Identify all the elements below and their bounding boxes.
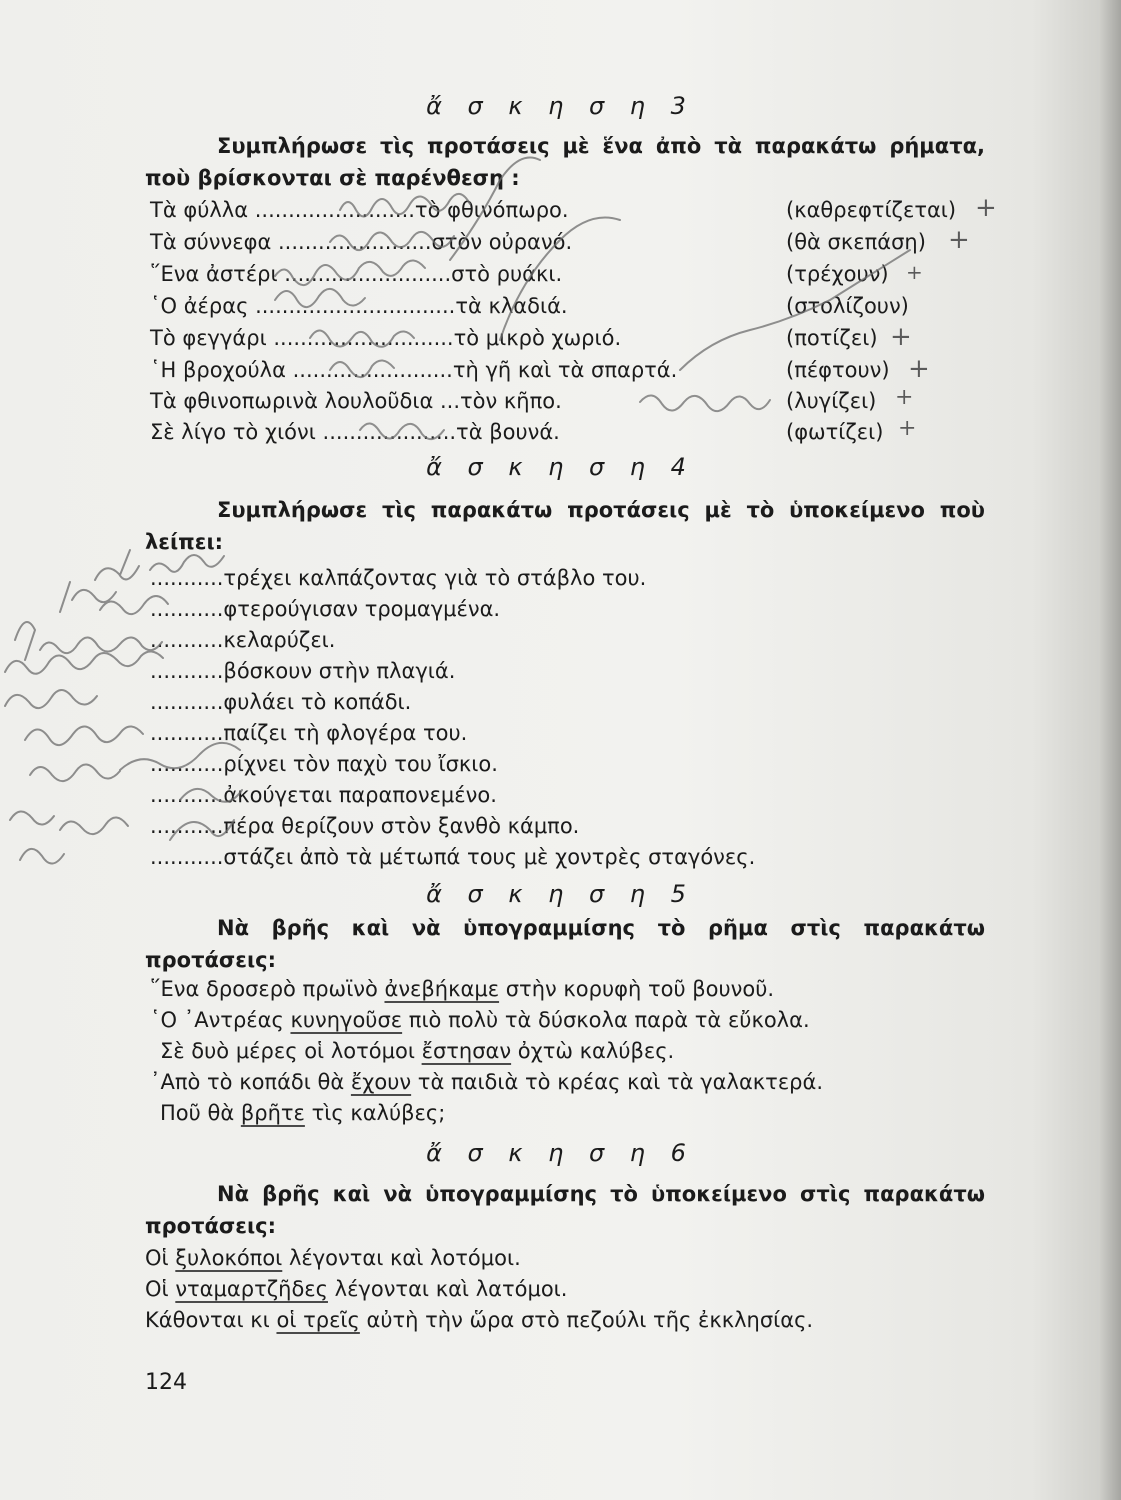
ex3-sentence: Τὰ φύλλα ........................τὸ φθινόπωρο. [150,198,569,222]
ex4-sentence: ...........στάζει ἀπὸ τὰ μέτωπά τους μὲ χοντρὲς σταγόνες. [150,845,756,869]
ex5-sentence: Σὲ δυὸ μέρες οἱ λοτόμοι ἔστησαν ὀχτὼ καλύβες. [160,1039,675,1063]
underlined-verb: ἀνεβήκαμε [384,977,500,1001]
ex3-check-mark: + [890,322,912,352]
ex4-sentence: ...........τρέχει καλπάζοντας γιὰ τὸ στάβλο του. [150,566,647,590]
ex6-sentence: Οἱ νταμαρτζῆδες λέγονται καὶ λατόμοι. [145,1277,568,1301]
ex3-verb-hint: (καθρεφτίζεται) [786,198,957,222]
exercise-5-title: ἄ σ κ η σ η 5 [426,880,695,908]
underlined-subject: οἱ τρεῖς [276,1308,360,1332]
ex3-check-mark: + [975,193,997,223]
exercise-3-instruction: Συμπλήρωσε τὶς προτάσεις μὲ ἕνα ἀπὸ τὰ παρακάτω ρήματα, ποὺ βρίσκονται σὲ παρένθεση : [145,134,985,190]
ex4-sentence: ...........κελαρύζει. [150,628,336,652]
ex3-check-mark: + [948,225,970,255]
ex4-sentence: ...........φτερούγισαν τρομαγμένα. [150,597,501,621]
ex3-verb-hint: (τρέχουν) [786,262,889,286]
ex3-sentence: ῾Η βροχούλα ........................τὴ γῆ καὶ τὰ σπαρτά. [150,358,678,382]
ex6-sentence: Κάθονται κι οἱ τρεῖς αὐτὴ τὴν ὥρα στὸ πεζούλι τῆς ἐκκλησίας. [145,1308,814,1332]
ex3-check-mark: + [908,354,930,384]
ex3-check-mark: + [898,416,917,441]
ex3-sentence: Τὰ φθινοπωρινὰ λουλοῦδια ...τὸν κῆπο. [150,389,562,413]
ex5-sentence: ᾿Απὸ τὸ κοπάδι θὰ ἔχουν τὰ παιδιὰ τὸ κρέας καὶ τὰ γαλακτερά. [150,1070,824,1094]
page-number: 124 [145,1370,187,1395]
underlined-subject: νταμαρτζῆδες [175,1277,328,1301]
ex3-sentence: Σὲ λίγο τὸ χιόνι ....................τὰ βουνά. [150,420,560,444]
ex4-sentence: ...........ἀκούγεται παραπονεμένο. [150,783,497,807]
ex3-sentence: Τὸ φεγγάρι ...........................τὸ μικρὸ χωριό. [150,326,622,350]
exercise-6-instruction: Νὰ βρῆς καὶ νὰ ὑπογραμμίσης τὸ ὑποκείμενο στὶς παρακάτω προτάσεις: [145,1182,985,1238]
ex4-sentence: ...........παίζει τὴ φλογέρα του. [150,721,468,745]
ex3-verb-hint: (ποτίζει) [786,326,878,350]
ex5-sentence: ῞Ενα δροσερὸ πρωϊνὸ ἀνεβήκαμε στὴν κορυφὴ τοῦ βουνοῦ. [150,977,775,1001]
underlined-verb: ἔστησαν [421,1039,512,1063]
ex6-sentence: Οἱ ξυλοκόποι λέγονται καὶ λοτόμοι. [145,1246,521,1270]
ex3-verb-hint: (φωτίζει) [786,420,884,444]
underlined-verb: ἔχουν [350,1070,412,1094]
underlined-verb: κυνηγοῦσε [290,1008,403,1032]
exercise-6-title: ἄ σ κ η σ η 6 [426,1139,695,1167]
exercise-4-title: ἄ σ κ η σ η 4 [426,453,695,481]
exercise-3-title: ἄ σ κ η σ η 3 [426,92,695,120]
ex5-sentence: ῾Ο ᾿Αντρέας κυνηγοῦσε πιὸ πολὺ τὰ δύσκολα παρὰ τὰ εὔκολα. [150,1008,810,1032]
ex3-sentence: ῞Ενα ἀστέρι .........................στὸ ρυάκι. [150,262,563,286]
ex4-sentence: ...........πέρα θερίζουν στὸν ξανθὸ κάμπο. [150,814,580,838]
exercise-5-instruction: Νὰ βρῆς καὶ νὰ ὑπογραμμίσης τὸ ρῆμα στὶς παρακάτω προτάσεις: [145,916,985,972]
ex5-sentence: Ποῦ θὰ βρῆτε τὶς καλύβες; [160,1101,446,1125]
underlined-verb: βρῆτε [240,1101,305,1125]
ex3-sentence: Τὰ σύννεφα .......................στὸν οὐρανό. [150,230,573,254]
ex3-verb-hint: (στολίζουν) [786,294,909,318]
exercise-4-instruction: Συμπλήρωσε τὶς παρακάτω προτάσεις μὲ τὸ ὑποκείμενο ποὺ λείπει: [145,498,985,554]
ex4-sentence: ...........ρίχνει τὸν παχὺ του ἴσκιο. [150,752,498,776]
page-edge-shadow [1099,0,1121,1500]
ex3-verb-hint: (πέφτουν) [786,358,890,382]
ex3-verb-hint: (λυγίζει) [786,389,877,413]
ex3-verb-hint: (θὰ σκεπάση) [786,230,926,254]
ex4-sentence: ...........φυλάει τὸ κοπάδι. [150,690,412,714]
ex4-sentence: ...........βόσκουν στὴν πλαγιά. [150,659,456,683]
ex3-check-mark: + [895,385,914,410]
ex3-check-mark: + [906,260,923,284]
ex3-sentence: ῾Ο ἀέρας ..............................τὰ κλαδιά. [150,294,568,318]
underlined-subject: ξυλοκόποι [175,1246,283,1270]
